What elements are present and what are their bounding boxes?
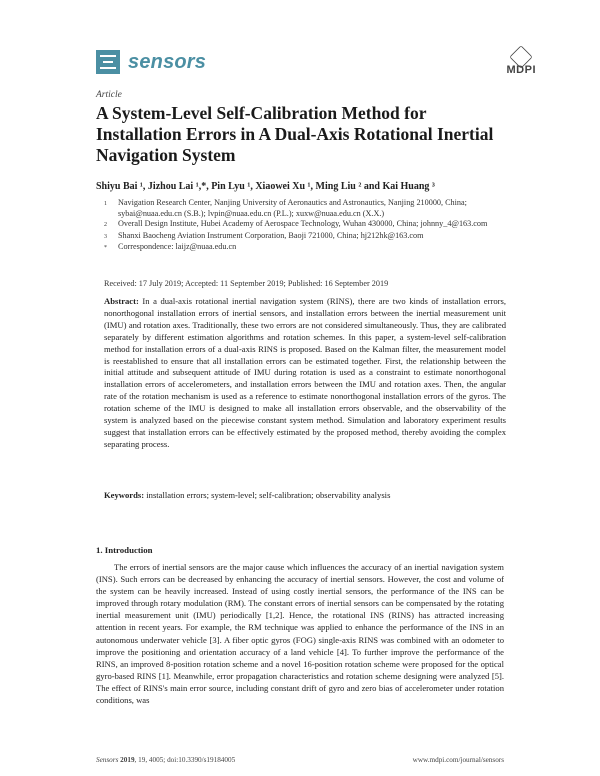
keywords xyxy=(104,490,506,500)
abstract xyxy=(104,296,506,451)
paper-title: A System-Level Self-Calibration Method for Installation Errors in A Dual-Axis Rotational Inertial Navigation System xyxy=(96,103,494,165)
citation: Sensors 2019, 19, 4005; doi:10.3390/s19184005 xyxy=(96,756,236,764)
page-footer xyxy=(96,756,504,764)
publication-dates: Received: 17 July 2019; Accepted: 11 September 2019; Published: 16 September 2019 xyxy=(104,279,389,288)
abstract-label: Abstract: xyxy=(104,296,139,306)
author-list: Shiyu Bai ¹, Jizhou Lai ¹,*, Pin Lyu ¹, Xiaowei Xu ¹, Ming Liu ² and Kai Huang ³ xyxy=(96,181,435,192)
section-heading: 1. Introduction xyxy=(96,545,153,555)
journal-logo-icon xyxy=(96,50,120,74)
journal-logo xyxy=(96,50,206,74)
journal-name: sensors xyxy=(128,50,207,73)
journal-url[interactable]: www.mdpi.com/journal/sensors xyxy=(412,756,504,764)
keywords-label: Keywords: xyxy=(104,490,145,500)
correspondence-item: * Correspondence: laijz@nuaa.edu.cn xyxy=(104,242,237,251)
abstract-text: In a dual-axis rotational inertial navigation system (RINS), there are two kinds of installation errors, nonorthogonal installation errors of inertial sensors, and installation errors between the inertial measurement unit (IMU) and rotation axes. Traditionally, these two errors are not considered simultaneously. Thus, they are calibrated separately by different estimation algorithms and rotation schemes. In this paper, a system-level self-calibration method for installation errors of a dual-axis RINS is proposed. Based on the Kalman filter, the measurement model is reestablished to ensure that all installation errors can be estimated together. First, the relationship between the initial attitude and subsequent attitude of IMU during rotation is used as a constraint to estimate nonorthogonal installation errors of accelerometers, and installation errors between the IMU and rotation axes. Then, the angular rate of the rotation mechanism is used as a reference to estimate nonorthogonal installation errors of the gyros. The rotation scheme of the IMU is designed to make all installation errors observable, and the observability of the system is analyzed based on the piecewise constant system method. Simulation and laboratory experiment results suggest that installation errors can be effectively estimated by the proposed method, thereby avoiding the complex separating process. xyxy=(104,296,506,449)
article-type: Article xyxy=(96,90,122,100)
affiliation-item: 3 Shanxi Baocheng Aviation Instrument Corporation, Baoji 721000, China; hj212hk@163.com xyxy=(104,230,424,240)
page-header xyxy=(96,46,536,86)
affiliation-item: 1 Navigation Research Center, Nanjing University of Aeronautics and Astronautics, Nanjing 210000, China; sybai@nuaa.edu.cn (S.B.); lvpin@nuaa.edu.cn (P.L.); xuxw@nuaa.edu.cn (X.X.) xyxy=(104,198,467,218)
keywords-text: installation errors; system-level; self-calibration; observability analysis xyxy=(146,490,391,500)
affiliation-item: 2 Overall Design Institute, Hubei Academy of Aerospace Technology, Wuhan 430000, China; johnny_4@163.com xyxy=(104,219,488,228)
intro-paragraph: The errors of inertial sensors are the major cause which influences the accuracy of an inertial navigation system (INS). Such errors can be decreased by enhancing the accuracy of inertial sensors. However, the cost and volume of the system can be heavily increased. Instead of using costly inertial sensors, the performance of the INS can be improved through rotary modulation (RM). The constant errors of inertial sensors can be compensated by the rotating inertial measurement unit (IMU) periodically [1,2]. Hence, the rotational INS (RINS) has attracted increasing attention in recent years. For example, the RM technique was applied to enhance the performance of the INS in an autonomous underwater vehicle [3]. A fiber optic gyros (FOG) single-axis RINS was combined with an odometer to improve the positioning and orientation accuracy of a land vehicle [4]. To further improve the performance of the RINS, an improved 8-position rotation scheme and a novel 16-position rotation scheme were proposed for the optical gyro-based RINS [1]. Meanwhile, error propagation characteristics and rotation scheme designing were analyzed [5]. The effect of RINS's main error source, including constant drift of gyro and zero bias of accelerometer under rotation conditions, was xyxy=(96,562,504,706)
publisher-logo xyxy=(507,46,537,76)
publisher-name: MDPI xyxy=(506,64,536,76)
affiliation-list xyxy=(104,198,514,254)
